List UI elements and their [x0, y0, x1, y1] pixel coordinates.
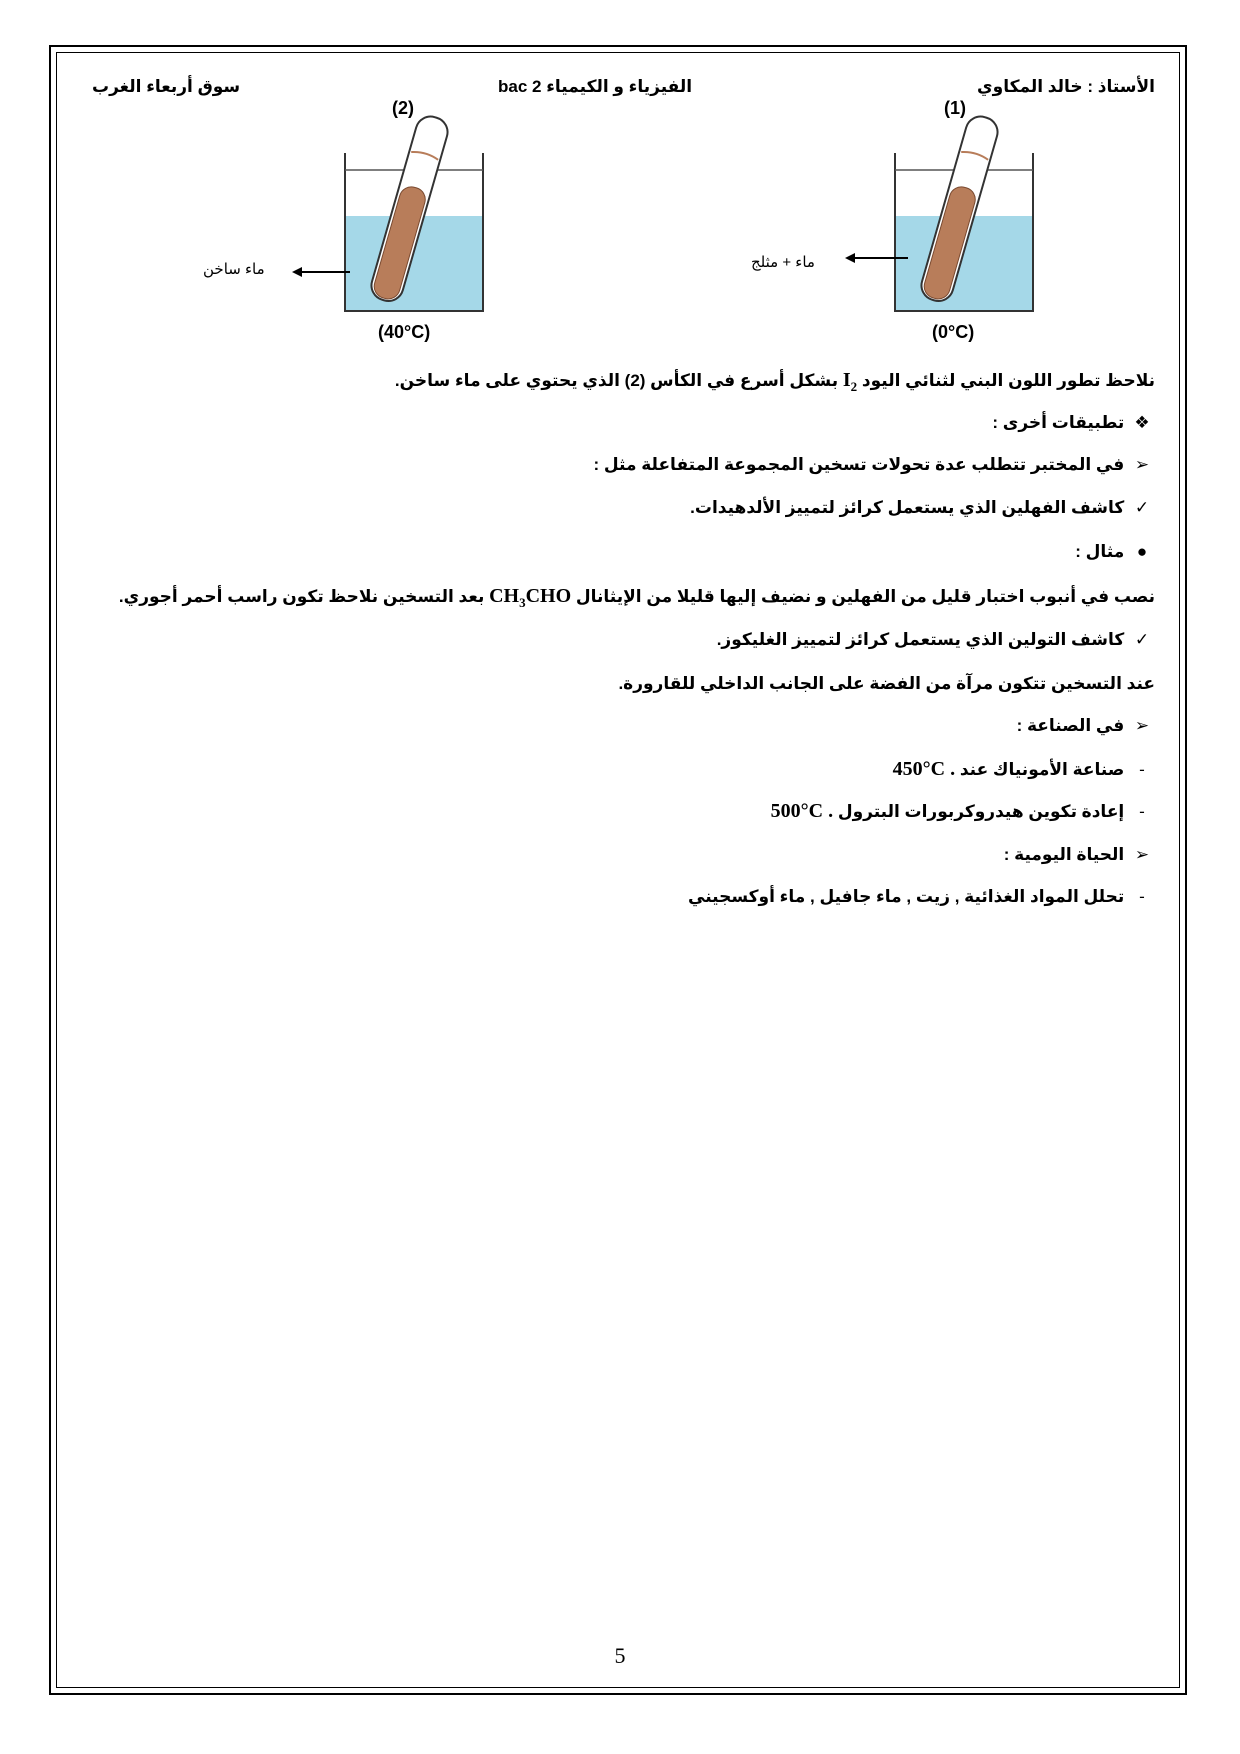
daily-item: - تحلل المواد الغذائية , زيت , ماء جافيل , ماء أوكسجيني [688, 885, 1155, 909]
arrow-bullet-icon: ➢ [1134, 845, 1150, 864]
label-hot-water: ماء ساخن [203, 261, 265, 278]
dash-bullet-icon: - [1139, 802, 1145, 821]
ammonia-item: - صناعة الأمونياك عند 450°C . [893, 757, 1155, 782]
check-bullet-icon: ✓ [1134, 498, 1150, 517]
tollens-result: عند التسخين تتكون مرآة من الفضة على الجانب الداخلي للقارورة. [618, 674, 1155, 693]
beaker-hot-water-figure [330, 108, 510, 338]
beaker-number-2: (2) [392, 98, 414, 118]
arrow-left-icon [845, 248, 910, 268]
petrol-item: - إعادة تكوين هيدروكربورات البترول 500°C . [771, 799, 1155, 824]
beaker-temp-40: (40°C) [378, 322, 431, 342]
daily-heading: ➢ الحياة اليومية : [1004, 843, 1155, 867]
lab-intro-item: ➢ في المختبر تتطلب عدة تحولات تسخين المجموعة المتفاعلة مثل : [593, 453, 1155, 477]
label-ice-water: ماء + مثلج [751, 254, 815, 271]
example-heading: ● مثال : [1075, 540, 1155, 564]
beaker-number-1: (1) [944, 98, 966, 118]
page-number: 5 [614, 1643, 626, 1668]
arrow-bullet-icon: ➢ [1134, 716, 1150, 735]
beaker-temp-0: (0°C) [932, 322, 975, 342]
header-teacher: الأستاذ : خالد المكاوي [977, 77, 1155, 96]
check-bullet-icon: ✓ [1134, 630, 1150, 649]
diamond-bullet-icon: ❖ [1134, 413, 1150, 432]
arrow-left-icon [292, 262, 352, 282]
observation-paragraph: نلاحظ تطور اللون البني لثنائي اليود $I_2$ بشكل أسرع في الكأس (2) الذي يحتوي على ماء ساخن. [394, 369, 1155, 394]
header-subject: الفيزياء و الكيمياء 2 bac [498, 77, 693, 96]
header-school: سوق أربعاء الغرب [92, 77, 241, 96]
dot-bullet-icon: ● [1136, 542, 1148, 561]
dash-bullet-icon: - [1139, 760, 1145, 779]
industry-heading: ➢ في الصناعة : [1017, 714, 1155, 738]
beaker-ice-water-figure [880, 108, 1060, 338]
fehling-item: ✓ كاشف الفهلين الذي يستعمل كرائز لتمييز الألدهيدات. [690, 496, 1155, 520]
arrow-bullet-icon: ➢ [1134, 455, 1150, 474]
tollens-item: ✓ كاشف التولين الذي يستعمل كرائز لتمييز الغليكوز. [717, 628, 1155, 652]
example-paragraph: نصب في أنبوب اختبار قليل من الفهلين و نضيف إليها قليلا من الإيثانال $CH_3CHO$ بعد التسخين نلاحظ تكون راسب أحمر أجوري. [118, 585, 1155, 610]
applications-heading: ❖ تطبيقات أخرى : [992, 411, 1155, 435]
dash-bullet-icon: - [1139, 887, 1145, 906]
